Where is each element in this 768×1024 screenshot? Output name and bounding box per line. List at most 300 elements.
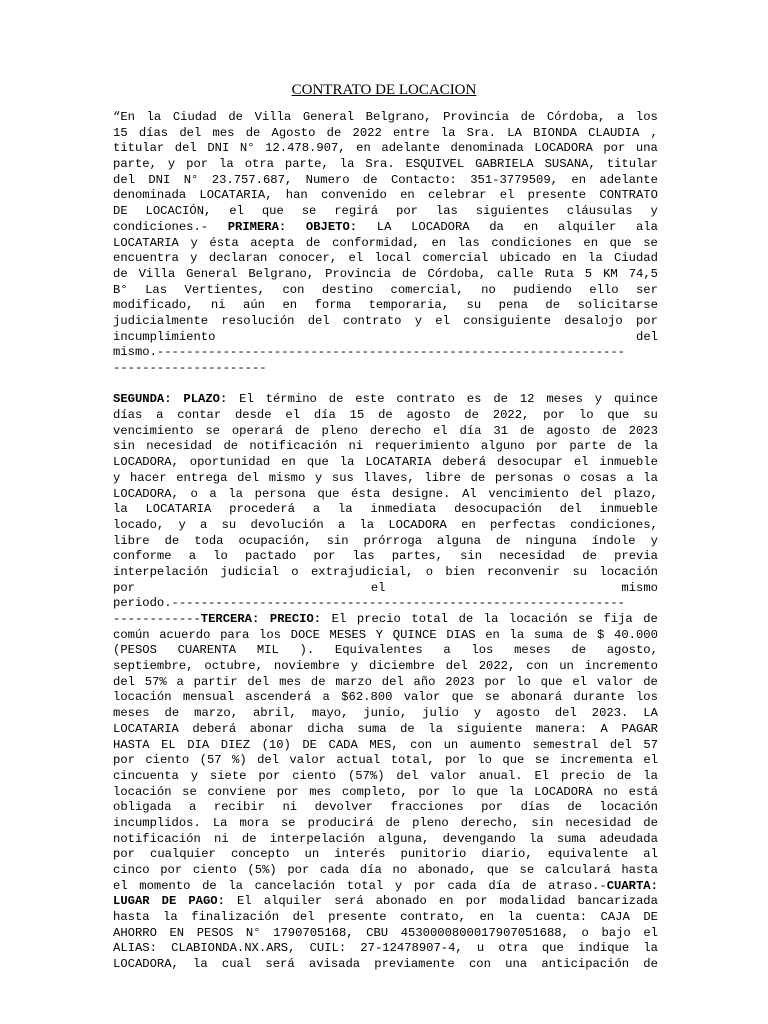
word: completo, [341,784,408,799]
word: del [113,172,135,187]
word: aumento [469,737,521,752]
word: comercial [422,251,489,266]
word: desalojo [564,313,623,328]
text-line [113,706,658,722]
text-line [113,487,658,503]
word: LOCATARIA, [199,188,273,203]
word: cada [447,878,477,893]
word: en [583,235,599,250]
word: El [236,894,252,909]
word: El [331,612,347,626]
word: presente [527,188,587,203]
word: lo [578,408,594,423]
word: la [113,502,128,517]
text-line [113,204,658,220]
word: este [355,392,385,407]
word: locado, [113,517,165,532]
word: entrega [176,470,228,485]
text-line [113,643,658,659]
word: de [362,172,378,187]
word: día [488,878,511,893]
word: DNI [207,141,230,156]
word: y [314,470,323,485]
word: marzo [335,674,372,689]
word: Belgrano, [248,266,315,281]
word: y [190,768,199,783]
word: los [635,110,658,124]
word: locación [599,800,658,815]
word: modificado, [113,298,194,313]
word: y [190,251,198,266]
word: días [520,800,550,815]
word: ciento [145,753,190,768]
word: Sra. [365,157,395,172]
word: diario, [481,847,533,862]
word: sin [326,533,349,548]
word: 74,5 [628,266,658,281]
word: 4530000800017907051688, [400,925,569,940]
word: y [350,659,359,674]
word: anual. [478,768,523,783]
word: la [193,957,208,972]
word: parte, [284,157,329,172]
word: inmueble [599,502,658,517]
text-line [113,926,658,942]
word: la [339,455,355,470]
word: cancelación [254,878,336,893]
document-body [113,110,658,973]
word: no [392,863,408,877]
word: por [160,863,183,877]
word: PRECIO: [269,612,322,626]
text-line [113,502,658,518]
word: equivalente [547,847,629,862]
word: del [554,706,577,721]
word: de [305,235,321,250]
text-line [113,847,658,863]
word: El [534,768,550,783]
word: común [113,627,150,642]
word: y [594,392,603,407]
text-line [113,628,658,644]
word: HASTA [113,737,150,752]
word: Belgrano, [365,110,432,124]
word: parte [569,439,606,454]
word: anticipación [541,957,630,972]
word: conformidad, [332,235,420,250]
word: General [186,266,238,281]
word: que [306,455,329,470]
word: cláusulas [566,204,633,219]
word: agosto, [606,643,658,658]
word: recibir [213,800,265,815]
word: abonar [249,721,294,736]
word: 57 [643,737,658,752]
word: pudiendo [513,282,572,297]
word: fija [603,612,633,626]
word: Córdoba, [546,110,606,124]
word: el [643,925,658,940]
word: otra [244,157,274,172]
word: Al [462,486,477,501]
word: LUGAR [113,894,150,909]
word: condiciones.- [113,219,209,234]
word: el [643,753,658,768]
word: vencimiento [113,423,194,438]
word: da [489,219,504,234]
word: ni [282,800,298,815]
word: por [481,800,504,815]
word: AHORRO [113,925,157,940]
word: ésta [209,235,239,250]
word: precio [356,612,401,626]
word: ocupación, [238,533,312,548]
word: Sra. [466,125,496,140]
text-line [113,251,658,267]
word: la [339,157,355,172]
word: de [643,957,658,972]
word: el [113,878,128,893]
word: lo [516,674,531,689]
word: la [428,721,443,736]
word: por [465,894,488,909]
text-line [113,832,658,848]
word: oportunidad [189,455,271,470]
word: libre [113,533,150,548]
word: convenido [320,188,387,203]
word: que [609,235,632,250]
word: PESOS [196,925,234,940]
word: inmueble [599,455,658,470]
word: el [432,423,448,438]
word: julio [422,706,459,721]
word: precio [560,768,605,783]
word: ello [589,282,619,297]
word: de [643,815,658,830]
word: General [302,110,355,124]
word: índole [591,533,636,548]
word: la [528,831,544,846]
word: por [396,204,418,219]
word: 2023. [591,706,629,721]
word: será [265,957,295,972]
word: agosto [496,706,540,721]
word: por [186,157,209,172]
word: N° [183,172,199,187]
word: en [461,517,476,532]
word: por [635,313,658,328]
word: SEGUNDA: [113,392,172,407]
word: fracciones [390,800,464,815]
word: se [484,690,500,705]
word: a [209,486,217,501]
word: EL [161,737,176,752]
word: de [164,706,180,721]
word: el [285,408,301,423]
text-line [113,157,658,173]
word: hasta [621,863,658,877]
word: LOCADORA, [113,486,179,501]
word: LOCATARIA [113,721,179,736]
word: adelante [381,141,440,156]
word: abril, [252,706,297,721]
word: hacer [129,470,167,485]
word: DE [643,910,658,925]
word: (5%) [247,863,277,877]
text-line [113,753,658,769]
word: --------------------- [113,361,267,375]
word: 23.757.687, [211,172,293,187]
word: ciento [192,863,237,877]
text-line [113,361,658,377]
word: que [476,784,499,799]
word: $62.800 [341,690,393,705]
word: Las [145,282,168,297]
word: su [221,517,237,532]
word: incumplidos. [113,815,201,830]
word: con [282,282,305,297]
word: o [563,470,571,485]
word: punitorio [400,847,467,862]
word: CADA [328,737,358,752]
word: persona [254,486,306,501]
word: de [326,125,342,140]
word: suma [357,721,387,736]
word: con [468,957,491,972]
word: resolución [221,313,295,328]
word: se [301,204,317,219]
word: el [435,313,450,328]
word: necesidad [565,815,632,830]
word: y [394,878,403,893]
word: Ruta [544,266,574,281]
word: de [202,878,217,893]
word: el [348,251,364,266]
word: 15 [349,408,365,423]
word: deberá [442,455,487,470]
word: previamente [374,957,455,972]
word: A [600,721,608,736]
word: avisada [308,957,361,972]
text-line [113,800,658,816]
word: de [572,627,588,642]
word: no [481,282,496,297]
word: B° [113,282,128,297]
word: conocer, [278,251,338,266]
word: el [573,455,589,470]
word: siete [209,768,247,783]
word: es [466,392,482,407]
word: contar [177,408,222,423]
word: de [571,643,587,658]
word: a [156,408,164,423]
word: finalización [191,910,280,925]
text-line [113,894,658,910]
word: o [581,925,589,940]
text-line [113,439,658,455]
word: LOCADORA [534,784,593,799]
word: procederá [229,502,295,517]
word: indique [577,941,630,956]
word: DNI [148,172,171,187]
word: bien [445,564,475,579]
word: calculará [544,863,611,877]
word: cincuenta [113,768,179,783]
word: “En [113,110,135,124]
word: solicitarse [577,298,658,313]
word: CUARENTA [177,643,237,658]
word: , [650,125,658,140]
word: 31 [493,423,508,438]
word: mes [309,784,332,799]
text-line [113,173,658,189]
word: diciembre [369,659,435,674]
word: Vertientes, [184,282,265,297]
word: Villa [254,110,292,124]
word: de [458,612,474,626]
word: las [352,549,375,564]
word: necesidad [146,439,213,454]
word: prórroga [363,533,423,548]
word: a [626,470,634,485]
word: forma [314,298,352,313]
word: Contacto: [390,172,457,187]
word: cual [221,957,252,972]
word: cosas [580,470,617,485]
text-line [113,910,658,926]
word: de [519,423,535,438]
word: 2023 [445,674,475,689]
word: $ [597,627,605,642]
word: día [313,408,336,423]
word: la [588,251,603,266]
word: producirá [307,815,374,830]
word: por [113,753,135,768]
text-line [113,392,658,408]
word: su [643,408,658,423]
word: se [519,863,535,877]
word: del [237,470,260,485]
word: Villa [138,266,176,281]
word: de [643,612,658,626]
word: un [443,737,459,752]
word: para [220,627,250,642]
word: al [643,847,658,862]
text-line [113,518,658,534]
word: de [602,423,617,438]
word: la [643,941,658,956]
text-line [113,455,658,471]
word: mes [279,674,302,689]
word: La [212,815,228,830]
word: han [285,188,308,203]
word: que [540,674,563,689]
word: la [508,784,524,799]
word: atraso.-CUARTA: [548,878,658,893]
word: KM [603,266,618,281]
word: requerimiento [374,439,470,454]
word: interpelación [269,831,365,846]
word: adelante [599,172,658,187]
word: modalidad [499,894,566,909]
word: ésta [351,486,381,501]
word: en [356,141,371,156]
word: pleno [412,815,449,830]
word: LOCADORA [411,219,470,234]
text-line [113,769,658,785]
word: incremento [584,659,658,674]
text-line [113,298,658,314]
word: de [164,533,180,548]
word: del [257,753,280,768]
word: extrajudicial, [310,564,414,579]
word: LOCATARIA [365,455,432,470]
word: adeudada [599,831,658,846]
word: el [370,580,386,595]
word: deberá [192,721,237,736]
word: declaran [208,251,268,266]
word: derecho [369,423,422,438]
word: un [559,659,574,674]
text-line [113,236,658,252]
word: de [617,439,632,454]
word: del [445,659,468,674]
word: en [571,172,587,187]
word: (10) [261,737,291,752]
word: locación [113,690,172,705]
word: N° [239,141,255,156]
text-line [113,267,658,283]
word: de [616,768,632,783]
word: regirá [334,204,379,219]
word: y [190,235,198,250]
word: a [200,517,208,532]
word: Ciudad [172,110,217,124]
word: por [445,753,467,768]
word: se [534,753,550,768]
word: total [346,878,384,893]
word: siguientes [475,204,549,219]
word: que [261,204,284,219]
word: en [562,251,577,266]
word: valor [430,768,467,783]
word: una [635,141,658,156]
text-line [113,188,658,204]
word: MESES [329,627,367,642]
text-line [113,722,658,738]
word: PAGO: [188,894,225,909]
word: ni [348,439,364,454]
word: de [378,408,393,423]
word: de [310,674,326,689]
word: del [396,768,419,783]
word: día [459,423,482,438]
word: lo [477,753,492,768]
word: PAGAR [621,721,658,736]
word: mismo.---------------------------------------------------------------- [113,345,625,360]
word: pleno [321,423,359,438]
word: las [457,235,480,250]
word: plazo, [613,486,658,501]
word: locación [599,564,658,579]
word: GABRIELA [475,157,534,172]
text-line [113,612,658,628]
word: pena [498,298,528,313]
paragraph-gap [113,377,658,393]
word: aún [243,298,265,313]
word: y [650,204,658,219]
word: por [313,549,336,564]
